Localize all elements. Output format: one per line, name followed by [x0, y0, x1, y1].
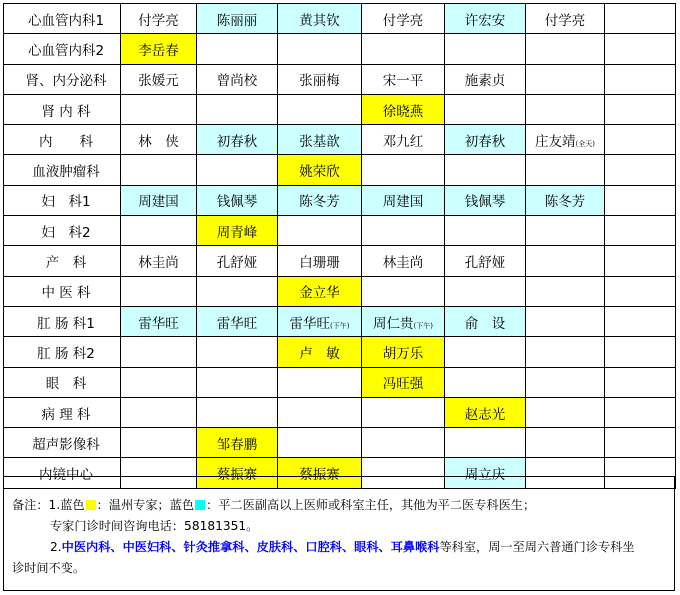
- schedule-cell: [526, 155, 605, 185]
- schedule-cell: [362, 185, 445, 215]
- schedule-cell: [197, 94, 278, 124]
- schedule-cell: [526, 337, 605, 367]
- schedule-cell: [121, 276, 197, 306]
- schedule-cell: [362, 306, 445, 336]
- schedule-cell: [526, 276, 605, 306]
- doctor-name: 周仁贵: [373, 315, 414, 332]
- remark-departments: 中医内科、中医妇科、针灸推拿科、皮肤科、口腔科、眼科、耳鼻喉科: [61, 540, 440, 554]
- schedule-cell: [526, 94, 605, 124]
- doctor-name: 邓九红: [382, 133, 424, 150]
- remark-cyan-meaning: ：平二医副高以上医师或科室主任，其他为平二医专科医生；: [206, 498, 536, 512]
- schedule-row: [4, 155, 676, 185]
- doctor-name: 林 侠: [138, 133, 179, 150]
- doctor-name: 陈冬芳: [299, 194, 340, 211]
- doctor-name: 陈丽丽: [216, 12, 258, 29]
- schedule-cell: [197, 34, 278, 64]
- schedule-cell: [278, 306, 362, 336]
- schedule-cell: [445, 94, 526, 124]
- schedule-cell: [526, 216, 605, 246]
- schedule-cell: [362, 34, 445, 64]
- schedule-cell: [278, 185, 362, 215]
- schedule-row: [4, 276, 676, 306]
- doctor-name: 曾尚校: [216, 73, 258, 90]
- schedule-cell: [605, 34, 676, 64]
- schedule-cell: [362, 94, 445, 124]
- doctor-name: 钱佩琴: [464, 194, 506, 211]
- schedule-cell: [278, 276, 362, 306]
- doctor-name: 黄其钦: [299, 12, 340, 29]
- schedule-cell: [605, 306, 676, 336]
- doctor-name: 宋一平: [382, 73, 424, 90]
- schedule-cell: [445, 185, 526, 215]
- schedule-cell: [445, 64, 526, 94]
- schedule-cell: [362, 125, 445, 155]
- doctor-name: 张基歆: [299, 133, 340, 150]
- doctor-name: 雷华旺: [216, 315, 258, 332]
- doctor-name: 孔舒娅: [216, 255, 258, 272]
- doctor-name: 初春秋: [216, 133, 258, 150]
- department-name: 病 理 科: [4, 397, 121, 427]
- schedule-row: [4, 64, 676, 94]
- doctor-name: 陈冬芳: [544, 194, 586, 211]
- schedule-cell: [526, 246, 605, 276]
- doctor-name: 孔舒娅: [464, 255, 506, 272]
- schedule-cell: [121, 306, 197, 336]
- department-name: 眼 科: [4, 367, 121, 397]
- schedule-cell: [445, 4, 526, 34]
- schedule-row: [4, 367, 676, 397]
- schedule-cell: [121, 246, 197, 276]
- doctor-name: 林圭尚: [382, 255, 424, 272]
- doctor-name: 周青峰: [216, 224, 258, 241]
- schedule-cell: [605, 337, 676, 367]
- remark-line-3: [12, 537, 666, 558]
- schedule-cell: [526, 4, 605, 34]
- doctor-name: 周建国: [382, 194, 424, 211]
- schedule-cell: [445, 34, 526, 64]
- schedule-cell: [197, 4, 278, 34]
- department-name: 中 医 科: [4, 276, 121, 306]
- doctor-name: 姚荣欣: [299, 164, 340, 181]
- schedule-cell: [605, 94, 676, 124]
- schedule-cell: [445, 337, 526, 367]
- remarks-box: [3, 476, 675, 591]
- doctor-name: 李岳春: [138, 42, 179, 59]
- department-name: 内镜中心: [4, 458, 121, 488]
- schedule-cell: [362, 337, 445, 367]
- remark-prefix: 备注：1.蓝色: [12, 498, 85, 512]
- schedule-cell: [197, 397, 278, 427]
- schedule-cell: [278, 94, 362, 124]
- session-note: (下午): [330, 321, 350, 330]
- department-name: 妇 科2: [4, 216, 121, 246]
- schedule-row: [4, 4, 676, 34]
- schedule-cell: [362, 428, 445, 458]
- schedule-cell: [121, 155, 197, 185]
- doctor-name: 冯旺强: [382, 376, 424, 393]
- schedule-cell: [197, 155, 278, 185]
- schedule-cell: [121, 34, 197, 64]
- schedule-cell: [526, 397, 605, 427]
- schedule-cell: [445, 216, 526, 246]
- schedule-cell: [605, 397, 676, 427]
- doctor-name: 付学亮: [382, 12, 424, 29]
- schedule-cell: [121, 64, 197, 94]
- doctor-name: 蔡振寨: [299, 467, 340, 484]
- schedule-cell: [605, 185, 676, 215]
- session-note: (下午): [413, 321, 433, 330]
- schedule-cell: [278, 34, 362, 64]
- schedule-cell: [526, 428, 605, 458]
- schedule-cell: [526, 64, 605, 94]
- schedule-row: [4, 246, 676, 276]
- doctor-name: 周立庆: [464, 467, 506, 484]
- department-name: 产 科: [4, 246, 121, 276]
- schedule-cell: [445, 246, 526, 276]
- doctor-name: 林圭尚: [138, 255, 179, 272]
- schedule-cell: [605, 367, 676, 397]
- doctor-name: 雷华旺: [289, 315, 331, 332]
- doctor-name: 施素贞: [464, 73, 506, 90]
- session-note: (全天): [575, 139, 595, 148]
- department-name: 内 科: [4, 125, 121, 155]
- department-name: 肛 肠 科2: [4, 337, 121, 367]
- remark-line-1: [12, 495, 666, 516]
- schedule-cell: [362, 276, 445, 306]
- schedule-cell: [197, 337, 278, 367]
- doctor-name: 蔡振寨: [216, 467, 258, 484]
- schedule-row: [4, 94, 676, 124]
- yellow-swatch: [86, 500, 96, 510]
- schedule-cell: [605, 125, 676, 155]
- doctor-name: 俞 设: [464, 315, 506, 332]
- schedule-cell: [362, 397, 445, 427]
- schedule-cell: [526, 34, 605, 64]
- schedule-cell: [445, 306, 526, 336]
- doctor-name: 徐晓燕: [382, 103, 424, 120]
- cyan-swatch: [195, 500, 205, 510]
- schedule-cell: [197, 367, 278, 397]
- remark-line-2: 专家门诊时间咨询电话：58181351。: [50, 519, 259, 533]
- schedule-cell: [197, 185, 278, 215]
- schedule-row: [4, 34, 676, 64]
- schedule-cell: [278, 155, 362, 185]
- schedule-cell: [445, 155, 526, 185]
- schedule-row: [4, 216, 676, 246]
- department-name: 血液肿瘤科: [4, 155, 121, 185]
- schedule-cell: [526, 306, 605, 336]
- schedule-rows: [4, 4, 676, 489]
- department-name: 肾 内 科: [4, 94, 121, 124]
- schedule-cell: [197, 428, 278, 458]
- schedule-cell: [605, 246, 676, 276]
- department-name: 心血管内科2: [4, 34, 121, 64]
- schedule-cell: [121, 428, 197, 458]
- doctor-name: 付学亮: [138, 12, 179, 29]
- department-name: 超声影像科: [4, 428, 121, 458]
- schedule-cell: [278, 337, 362, 367]
- remark-line-4: 诊时间不变。: [12, 561, 86, 575]
- schedule-cell: [121, 125, 197, 155]
- schedule-cell: [197, 306, 278, 336]
- schedule-cell: [362, 216, 445, 246]
- doctor-name: 庄友靖: [535, 133, 576, 150]
- schedule-cell: [526, 185, 605, 215]
- schedule-cell: [362, 155, 445, 185]
- remark-departments-suffix: 等科室，周一至周六普通门诊专科坐: [439, 540, 635, 554]
- schedule-cell: [121, 367, 197, 397]
- schedule-cell: [605, 64, 676, 94]
- department-name: 肛 肠 科1: [4, 306, 121, 336]
- doctor-name: 周建国: [138, 194, 179, 211]
- schedule-row: [4, 428, 676, 458]
- schedule-row: [4, 397, 676, 427]
- schedule-cell: [362, 367, 445, 397]
- schedule-cell: [362, 4, 445, 34]
- doctor-name: 胡万乐: [382, 345, 424, 362]
- schedule-row: [4, 306, 676, 336]
- schedule-cell: [445, 367, 526, 397]
- schedule-cell: [121, 94, 197, 124]
- schedule-row: [4, 185, 676, 215]
- schedule-cell: [121, 216, 197, 246]
- remark-item-number: 2.: [50, 540, 62, 554]
- schedule-cell: [445, 125, 526, 155]
- schedule-cell: [278, 4, 362, 34]
- schedule-cell: [278, 397, 362, 427]
- department-name: 妇 科1: [4, 185, 121, 215]
- schedule-cell: [526, 125, 605, 155]
- schedule-cell: [605, 216, 676, 246]
- schedule-cell: [121, 185, 197, 215]
- schedule-cell: [605, 4, 676, 34]
- schedule-cell: [362, 246, 445, 276]
- schedule-cell: [526, 367, 605, 397]
- schedule-cell: [121, 4, 197, 34]
- schedule-cell: [278, 246, 362, 276]
- schedule-cell: [197, 246, 278, 276]
- schedule-cell: [197, 216, 278, 246]
- schedule-cell: [445, 397, 526, 427]
- doctor-schedule-table: [3, 3, 676, 489]
- doctor-name: 赵志光: [464, 406, 506, 423]
- schedule-row: [4, 337, 676, 367]
- schedule-cell: [605, 155, 676, 185]
- department-name: 心血管内科1: [4, 4, 121, 34]
- schedule-cell: [445, 276, 526, 306]
- schedule-cell: [445, 428, 526, 458]
- department-name: 肾、内分泌科: [4, 64, 121, 94]
- schedule-cell: [278, 64, 362, 94]
- doctor-name: 付学亮: [544, 12, 586, 29]
- schedule-cell: [278, 125, 362, 155]
- doctor-name: 钱佩琴: [216, 194, 258, 211]
- schedule-cell: [605, 276, 676, 306]
- schedule-row: [4, 125, 676, 155]
- doctor-name: 卢 敏: [299, 345, 340, 362]
- doctor-name: 初春秋: [464, 133, 506, 150]
- doctor-name: 雷华旺: [138, 315, 179, 332]
- schedule-cell: [121, 337, 197, 367]
- schedule-cell: [278, 428, 362, 458]
- schedule-cell: [605, 428, 676, 458]
- doctor-name: 许宏安: [464, 12, 506, 29]
- doctor-name: 白珊珊: [299, 255, 340, 272]
- doctor-name: 张媛元: [138, 73, 179, 90]
- schedule-cell: [121, 397, 197, 427]
- schedule-cell: [197, 64, 278, 94]
- schedule-cell: [197, 125, 278, 155]
- schedule-cell: [278, 216, 362, 246]
- remark-yellow-meaning: ：温州专家；蓝色: [96, 498, 195, 512]
- doctor-name: 张丽梅: [299, 73, 340, 90]
- schedule-cell: [362, 64, 445, 94]
- schedule-cell: [197, 276, 278, 306]
- doctor-name: 金立华: [299, 285, 340, 302]
- doctor-name: 邹春鹏: [216, 436, 258, 453]
- schedule-cell: [278, 367, 362, 397]
